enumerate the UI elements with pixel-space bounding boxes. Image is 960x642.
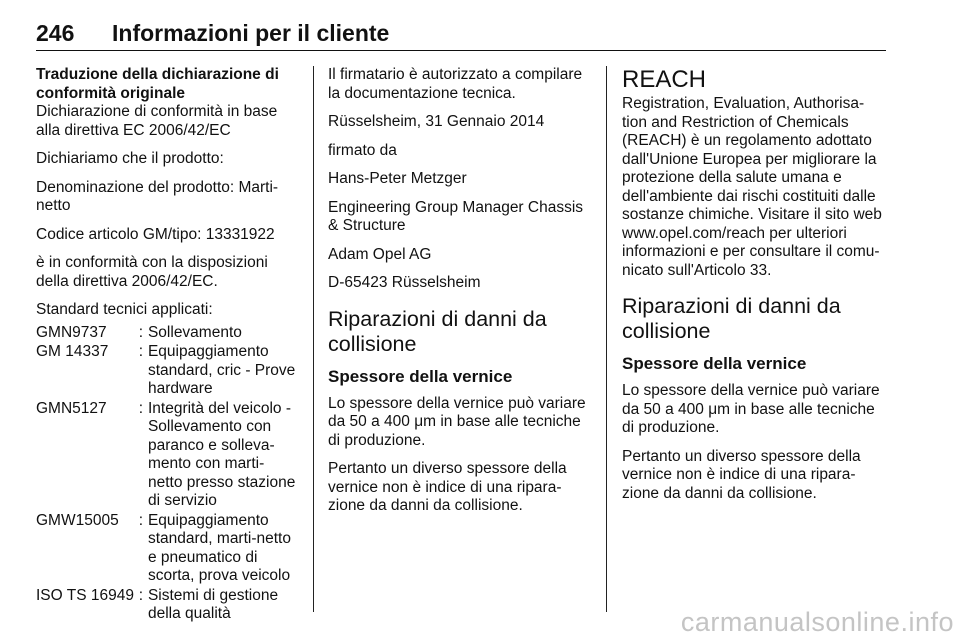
standard-code: ISO TS 16949 xyxy=(36,586,134,604)
standard-separator: : xyxy=(138,586,144,604)
column-middle xyxy=(328,66,594,526)
standard-separator: : xyxy=(138,399,144,417)
paragraph: Denominazione del prodotto: Marti-netto xyxy=(36,178,279,214)
paragraph: è in conformità con la disposizioni della direttiva 2006/42/EC. xyxy=(36,254,268,290)
paragraph: D-65423 Rüsselsheim xyxy=(328,274,481,291)
standard-description: Sistemi di gestione della qualità xyxy=(147,586,279,622)
table-row xyxy=(36,400,298,512)
section-title: Riparazioni di danni da collisione xyxy=(328,306,547,356)
paragraph: Pertanto un diverso spessore della vernice non è indice di una ripara-zione da danni da collisione. xyxy=(622,447,861,502)
standard-description: Equipaggiamento standard, cric - Prove hardware xyxy=(147,343,296,397)
subsection-title: Spessore della vernice xyxy=(622,354,807,373)
subsection-title: Spessore della vernice xyxy=(328,366,513,386)
page-number: 246 xyxy=(36,20,75,46)
standard-code: GMN9737 xyxy=(36,323,107,341)
paragraph: Adam Opel AG xyxy=(328,245,432,263)
paragraph: Lo spessore della vernice può variare da 50 a 400 μm in base alle tecniche di produzione. xyxy=(622,382,880,436)
column-right xyxy=(622,66,888,513)
standard-separator: : xyxy=(138,511,144,529)
paragraph: Codice articolo GM/tipo: 13331922 xyxy=(36,225,275,243)
paragraph: Hans-Peter Metzger xyxy=(328,170,467,187)
section-title: Riparazioni di danni da collisione xyxy=(622,294,841,343)
standard-separator: : xyxy=(138,323,144,341)
table-row xyxy=(36,512,298,587)
paragraph: Engineering Group Manager Chassis & Structure xyxy=(328,198,584,234)
watermark: carmanualsonline.info xyxy=(680,607,954,637)
declaration-heading: Traduzione della dichiarazione di conformità originale xyxy=(36,66,279,102)
paragraph: Il firmatario è autorizzato a compilare la documentazione tecnica. xyxy=(328,66,583,102)
standards-table xyxy=(36,324,298,625)
paragraph: Registration, Evaluation, Authorisa-tion and Restriction of Chemicals (REACH) è un regolamento adottato dall'Unione Europea per migliorare la protezione della salute umana e dell'ambiente dai rischi costituiti dalle sostanze chimiche. Visitare il sito web www.opel.com/reach per ulteriori informazioni e per consultare il comu-nicato sull'Articolo 33. xyxy=(622,95,882,279)
page-header xyxy=(36,20,886,51)
paragraph: Standard tecnici applicati: xyxy=(36,301,213,318)
standard-code: GM 14337 xyxy=(36,343,109,360)
reach-heading: REACH xyxy=(622,66,707,93)
standard-description: Sollevamento xyxy=(147,323,242,341)
standard-code: GMN5127 xyxy=(36,399,107,417)
paragraph: Pertanto un diverso spessore della vernice non è indice di una ripara-zione da danni da collisione. xyxy=(328,460,567,514)
standard-separator: : xyxy=(138,343,144,360)
standard-description: Integrità del veicolo - Sollevamento con paranco e solleva-mento con marti-netto presso stazione di servizio xyxy=(147,399,296,509)
table-row xyxy=(36,587,298,625)
paragraph: Rüsselsheim, 31 Gennaio 2014 xyxy=(328,113,545,130)
paragraph: Dichiarazione di conformità in base alla direttiva EC 2006/42/EC xyxy=(36,103,278,139)
column-left xyxy=(36,66,298,625)
paragraph: firmato da xyxy=(328,141,397,159)
paragraph: Lo spessore della vernice può variare da 50 a 400 μm in base alle tecniche di produzione. xyxy=(328,394,586,449)
table-row xyxy=(36,343,298,400)
standard-code: GMW15005 xyxy=(36,511,119,529)
standard-description: Equipaggiamento standard, marti-netto e pneumatico di scorta, prova veicolo xyxy=(147,511,291,584)
page-title: Informazioni per il cliente xyxy=(112,20,390,46)
paragraph: Dichiariamo che il prodotto: xyxy=(36,150,224,167)
column-divider-right xyxy=(606,66,607,612)
table-row xyxy=(36,324,298,344)
column-divider-left xyxy=(313,66,314,612)
